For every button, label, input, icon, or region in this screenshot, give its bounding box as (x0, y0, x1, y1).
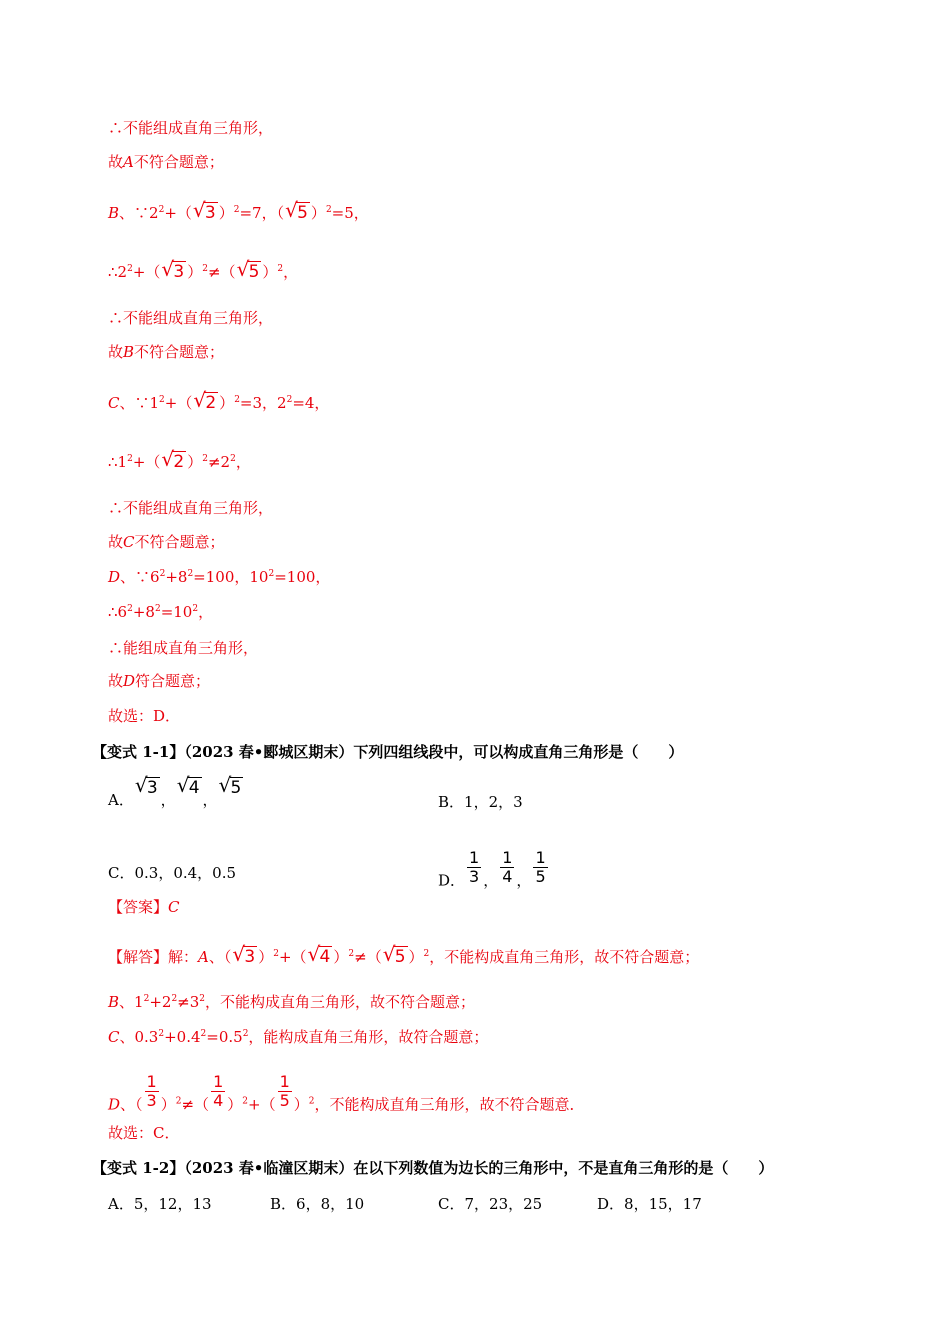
text: =0.5 (206, 1028, 243, 1046)
sqrt-expression (237, 262, 262, 282)
variable: D (108, 1095, 121, 1114)
radicand: 4 (188, 778, 200, 798)
option-c (108, 863, 236, 883)
text: ≠（ (181, 1095, 210, 1114)
text: ∴不能组成直角三角形， (108, 499, 274, 517)
radicand: 5 (394, 947, 406, 967)
separator: ， (160, 791, 176, 809)
solution-line (108, 532, 225, 552)
text: ， (198, 603, 214, 621)
exponent: 2 (199, 994, 206, 1004)
sqrt-expression (161, 262, 186, 282)
text: ，不能构成直角三角形，故不符合题意． (314, 1095, 585, 1114)
solution-line (108, 498, 273, 518)
text: +8 (132, 603, 155, 621)
denominator: 3 (146, 1091, 157, 1110)
fraction (145, 1073, 159, 1110)
option-c (438, 1194, 542, 1214)
solution-line (108, 638, 258, 658)
text: 不符合题意； (134, 343, 225, 361)
text: ， (283, 263, 299, 281)
text: =7，（ (239, 204, 285, 222)
text: ∴6 (108, 603, 128, 621)
separator: ， (202, 791, 218, 809)
numerator: 1 (279, 1072, 290, 1091)
sqrt-expression (285, 203, 310, 223)
option-label: D． (438, 871, 466, 890)
solution-line-b (108, 992, 475, 1012)
final-choice (108, 706, 180, 726)
solution-line (108, 452, 251, 472)
radicand: 5 (230, 778, 242, 798)
exponent: 2 (202, 454, 208, 464)
text: +2 (149, 993, 172, 1011)
denominator: 5 (279, 1091, 290, 1110)
exponent: 2 (159, 569, 166, 579)
solution-line-d (108, 567, 330, 587)
text: ） (258, 948, 274, 966)
text: +（ (164, 204, 192, 222)
solution-line-a (108, 947, 699, 967)
exponent: 2 (273, 949, 279, 959)
solution-line-c (108, 1027, 488, 1047)
text: 不符合题意； (134, 533, 225, 551)
radicand: 4 (319, 947, 331, 967)
text: ，不能构成直角三角形，故不符合题意； (429, 948, 700, 966)
numerator: 1 (469, 848, 480, 867)
exponent: 2 (127, 604, 133, 614)
text: +（ (132, 263, 161, 281)
text: =4， (292, 394, 330, 412)
separator: ， (483, 871, 499, 890)
exponent: 2 (127, 264, 133, 274)
exponent: 2 (171, 994, 178, 1004)
option-text: C．7，23，25 (438, 1195, 543, 1213)
text: ，不能构成直角三角形，故不符合题意； (205, 993, 476, 1011)
denominator: 4 (502, 867, 513, 886)
solution-line-d (108, 1072, 585, 1124)
answer-line (108, 897, 180, 917)
exponent: 2 (268, 569, 275, 579)
exponent: 2 (187, 569, 194, 579)
denominator: 4 (213, 1091, 224, 1110)
denominator: 3 (469, 867, 480, 886)
text: ） (262, 263, 278, 281)
radicand: 5 (248, 262, 260, 282)
sqrt-expression (177, 778, 202, 798)
solution-line (108, 602, 213, 622)
option-label: A． (108, 791, 134, 809)
solution-line (108, 308, 273, 328)
variable: C (108, 394, 120, 412)
option-text: A．5，12，13 (108, 1195, 212, 1213)
denominator: 5 (535, 867, 546, 886)
text: 、（ (208, 948, 232, 966)
variable: A (123, 153, 134, 171)
text: ） (218, 204, 234, 222)
numerator: 1 (146, 1072, 157, 1091)
sqrt-expression (193, 393, 218, 413)
variable: C (123, 533, 135, 551)
text: ） (160, 1095, 176, 1114)
exponent: 2 (308, 1096, 315, 1107)
exponent: 2 (143, 994, 150, 1004)
question-text: 【变式 1-2】（2023 春•临潼区期末）在以下列数值为边长的三角形中，不是直角三角形的是（ ） (92, 1159, 774, 1177)
sqrt-expression (308, 947, 333, 967)
variable: B (123, 343, 135, 361)
text: =10 (160, 603, 193, 621)
text: 故 (108, 343, 124, 361)
text: 、（ (120, 1095, 143, 1114)
option-d (438, 848, 550, 900)
text: 故选：C． (108, 1124, 180, 1142)
text: ） (293, 1095, 309, 1114)
solution-line (108, 118, 273, 138)
text: ∴2 (108, 263, 128, 281)
text: 、0.3 (119, 1028, 159, 1046)
text: =5， (331, 204, 369, 222)
text: ∴1 (108, 453, 128, 471)
answer-label: 【答案】 (108, 898, 169, 916)
option-b (438, 792, 523, 812)
fraction (500, 849, 514, 886)
text: ≠（ (207, 263, 236, 281)
variable: B (108, 993, 120, 1011)
separator: ， (516, 871, 532, 890)
text: 、∵6 (120, 568, 160, 586)
solution-line-c (108, 393, 329, 413)
radicand: 3 (146, 778, 158, 798)
text: +8 (165, 568, 188, 586)
variable: B (108, 204, 120, 222)
text: ∴能组成直角三角形， (108, 639, 259, 657)
sqrt-expression (193, 203, 218, 223)
question-header (92, 742, 683, 762)
text: 故 (108, 672, 124, 690)
exponent: 2 (286, 395, 293, 405)
text: ） (219, 394, 235, 412)
text: ） (310, 204, 326, 222)
answer-value: C (168, 898, 180, 916)
exponent: 2 (158, 1029, 165, 1039)
text: 解： (168, 948, 199, 966)
exponent: 2 (154, 604, 161, 614)
text: ） (187, 263, 203, 281)
question-text: 【变式 1-1】（2023 春•郾城区期末）下列四组线段中，可以构成直角三角形是（ ） (92, 743, 684, 761)
exponent: 2 (192, 604, 199, 614)
exponent: 2 (230, 454, 236, 464)
exponent: 2 (200, 1029, 207, 1039)
exponent: 2 (423, 949, 430, 959)
text: ≠2 (207, 453, 231, 471)
text: =100，10 (193, 568, 269, 586)
exponent: 2 (242, 1029, 249, 1039)
final-choice (108, 1123, 179, 1143)
solution-label: 【解答】 (108, 948, 169, 966)
solution-line-b (108, 203, 369, 223)
sqrt-expression (383, 947, 408, 967)
radicand: 2 (173, 452, 185, 472)
text: ≠3 (177, 993, 200, 1011)
fraction (467, 849, 481, 886)
text: 不符合题意； (133, 153, 224, 171)
solution-line (108, 342, 224, 362)
text: =100， (274, 568, 331, 586)
variable: A (198, 948, 209, 966)
text: ） (227, 1095, 243, 1114)
exponent: 2 (175, 1096, 182, 1107)
solution-line (108, 671, 210, 691)
variable: D (123, 672, 136, 690)
text: ， (235, 453, 251, 471)
exponent: 2 (127, 454, 133, 464)
option-text: B．6，8，10 (270, 1195, 365, 1213)
option-text: D．8，15，17 (597, 1195, 702, 1213)
option-a (108, 778, 244, 810)
variable: C (108, 1028, 120, 1046)
sqrt-expression (135, 778, 160, 798)
text: +（ (132, 453, 161, 471)
text: ，能构成直角三角形，故符合题意； (248, 1028, 489, 1046)
text: +（ (248, 1095, 276, 1114)
text: 、∵2 (119, 204, 159, 222)
solution-line (108, 152, 224, 172)
fraction (211, 1073, 225, 1110)
text: ∴不能组成直角三角形， (108, 309, 274, 327)
text: 符合题意； (135, 672, 211, 690)
text: ） (408, 948, 424, 966)
text: 故 (108, 153, 124, 171)
sqrt-expression (219, 778, 244, 798)
exponent: 2 (202, 264, 208, 274)
radicand: 5 (297, 203, 308, 223)
sqrt-expression (232, 947, 257, 967)
numerator: 1 (502, 848, 513, 867)
question-header (92, 1158, 773, 1178)
text: 、1 (119, 993, 144, 1011)
text: ≠（ (354, 948, 382, 966)
exponent: 2 (159, 395, 165, 405)
exponent: 2 (242, 1096, 248, 1107)
exponent: 2 (234, 395, 240, 405)
exponent: 2 (158, 205, 165, 215)
variable: D (108, 568, 121, 586)
exponent: 2 (348, 949, 355, 959)
text: +（ (278, 948, 307, 966)
exponent: 2 (325, 205, 332, 215)
numerator: 1 (535, 848, 546, 867)
text: ） (333, 948, 349, 966)
radicand: 3 (244, 947, 256, 967)
text: +0.4 (164, 1028, 201, 1046)
option-text: C．0.3，0.4，0.5 (108, 864, 237, 882)
radicand: 3 (204, 203, 216, 223)
text: 、∵1 (119, 394, 160, 412)
text: =3，2 (239, 394, 287, 412)
option-d (597, 1194, 702, 1214)
sqrt-expression (161, 452, 186, 472)
solution-line (108, 262, 298, 282)
exponent: 2 (233, 205, 240, 215)
text: 故 (108, 533, 124, 551)
radicand: 2 (205, 393, 217, 413)
exponent: 2 (277, 264, 284, 274)
option-text: B．1，2，3 (438, 793, 523, 811)
text: 故选：D． (108, 707, 181, 725)
fraction (278, 1073, 292, 1110)
radicand: 3 (173, 262, 185, 282)
text: ） (187, 453, 203, 471)
option-b (270, 1194, 364, 1214)
text: +（ (164, 394, 193, 412)
option-a (108, 1194, 212, 1214)
numerator: 1 (213, 1072, 224, 1091)
fraction (533, 849, 547, 886)
text: ∴不能组成直角三角形， (108, 119, 274, 137)
